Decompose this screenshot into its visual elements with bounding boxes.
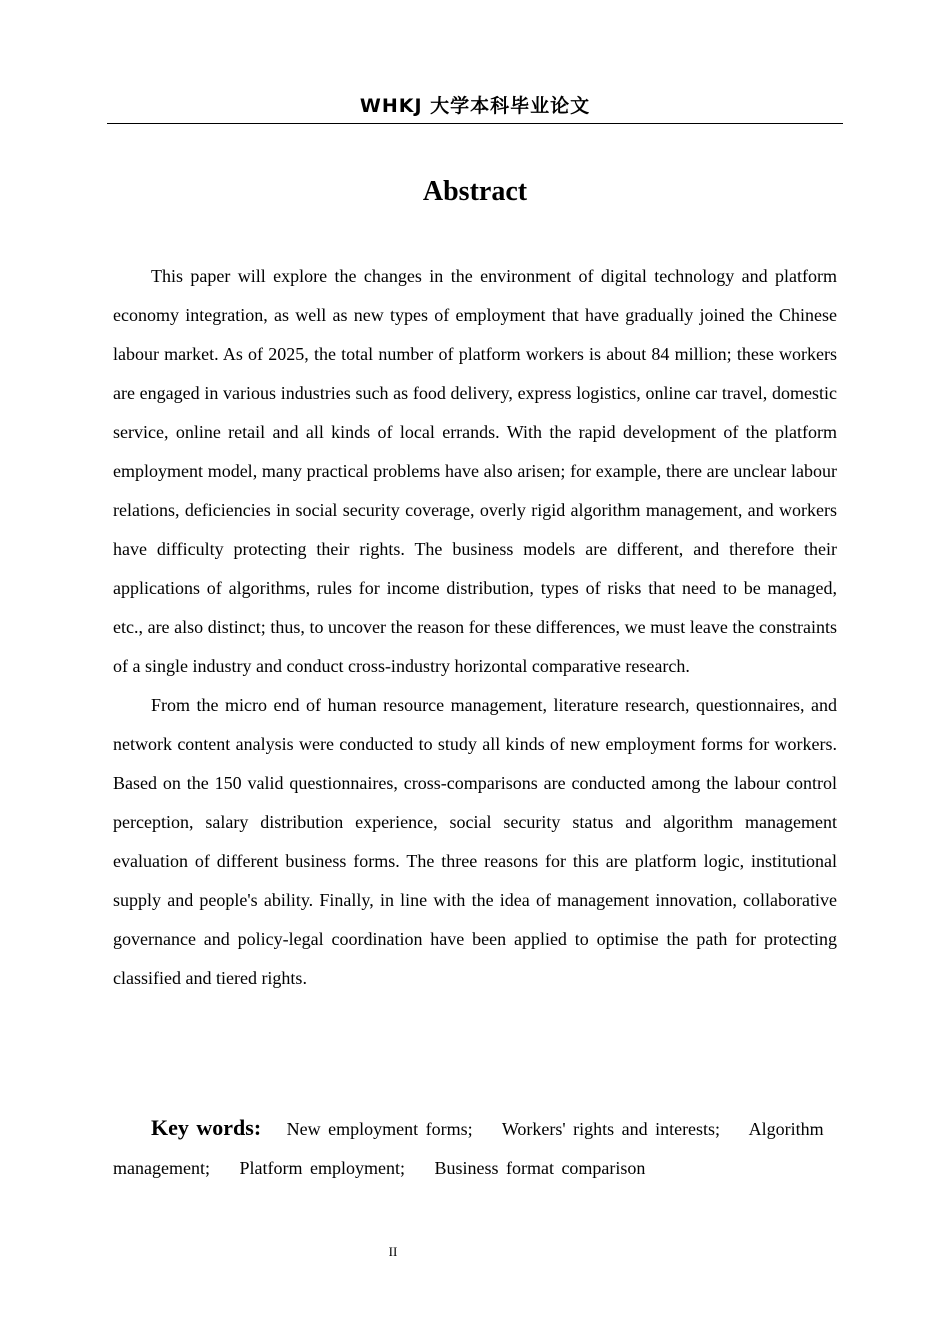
abstract-paragraph-2: From the micro end of human resource management, literature research, questionnaires, and network content analysis were conducted to study all kinds of new employment forms for workers. Based on the 150 valid questionnaires, cross-comparisons are conducted among the labour control perception, salary distribution experience, social security status and algorithm management evaluation of different business forms. The three reasons for this are platform logic, institutional supply and people's ability. Finally, in line with the idea of management innovation, collaborative governance and policy-legal coordination have been applied to optimise the path for protecting classified and tiered rights. [113,695,837,988]
running-header [107,92,843,124]
keywords-section [113,1108,837,1188]
abstract-paragraph-1: This paper will explore the changes in the environment of digital technology and platform economy integration, as well as new types of employment that have gradually joined the Chinese labour market. As of 2025, the total number of platform workers is about 84 million; these workers are engaged in various industries such as food delivery, express logistics, online car travel, domestic service, online retail and all kinds of local errands. With the rapid development of the platform employment model, many practical problems have also arisen; for example, there are unclear labour relations, deficiencies in social security coverage, overly rigid algorithm management, and workers have difficulty protecting their rights. The business models are different, and therefore their applications of algorithms, rules for income distribution, types of risks that need to be managed, etc., are also distinct; thus, to uncover the reason for these differences, we must leave the constraints of a single industry and conduct cross-industry horizontal comparative research. [113,266,837,676]
abstract-body [113,257,837,998]
keyword-item: Business format comparison [434,1158,646,1178]
keyword-item: New employment forms; [286,1119,473,1139]
keyword-item: Platform employment; [239,1158,405,1178]
keywords-label: Key words: [151,1115,262,1140]
keyword-item: Algorithm management; [113,1119,824,1178]
abstract-title: Abstract [422,176,528,207]
keyword-item: Workers' rights and interests; [501,1119,721,1139]
page-number: II [388,1244,398,1259]
header-title: WHKJ 大学本科毕业论文 [359,95,591,117]
